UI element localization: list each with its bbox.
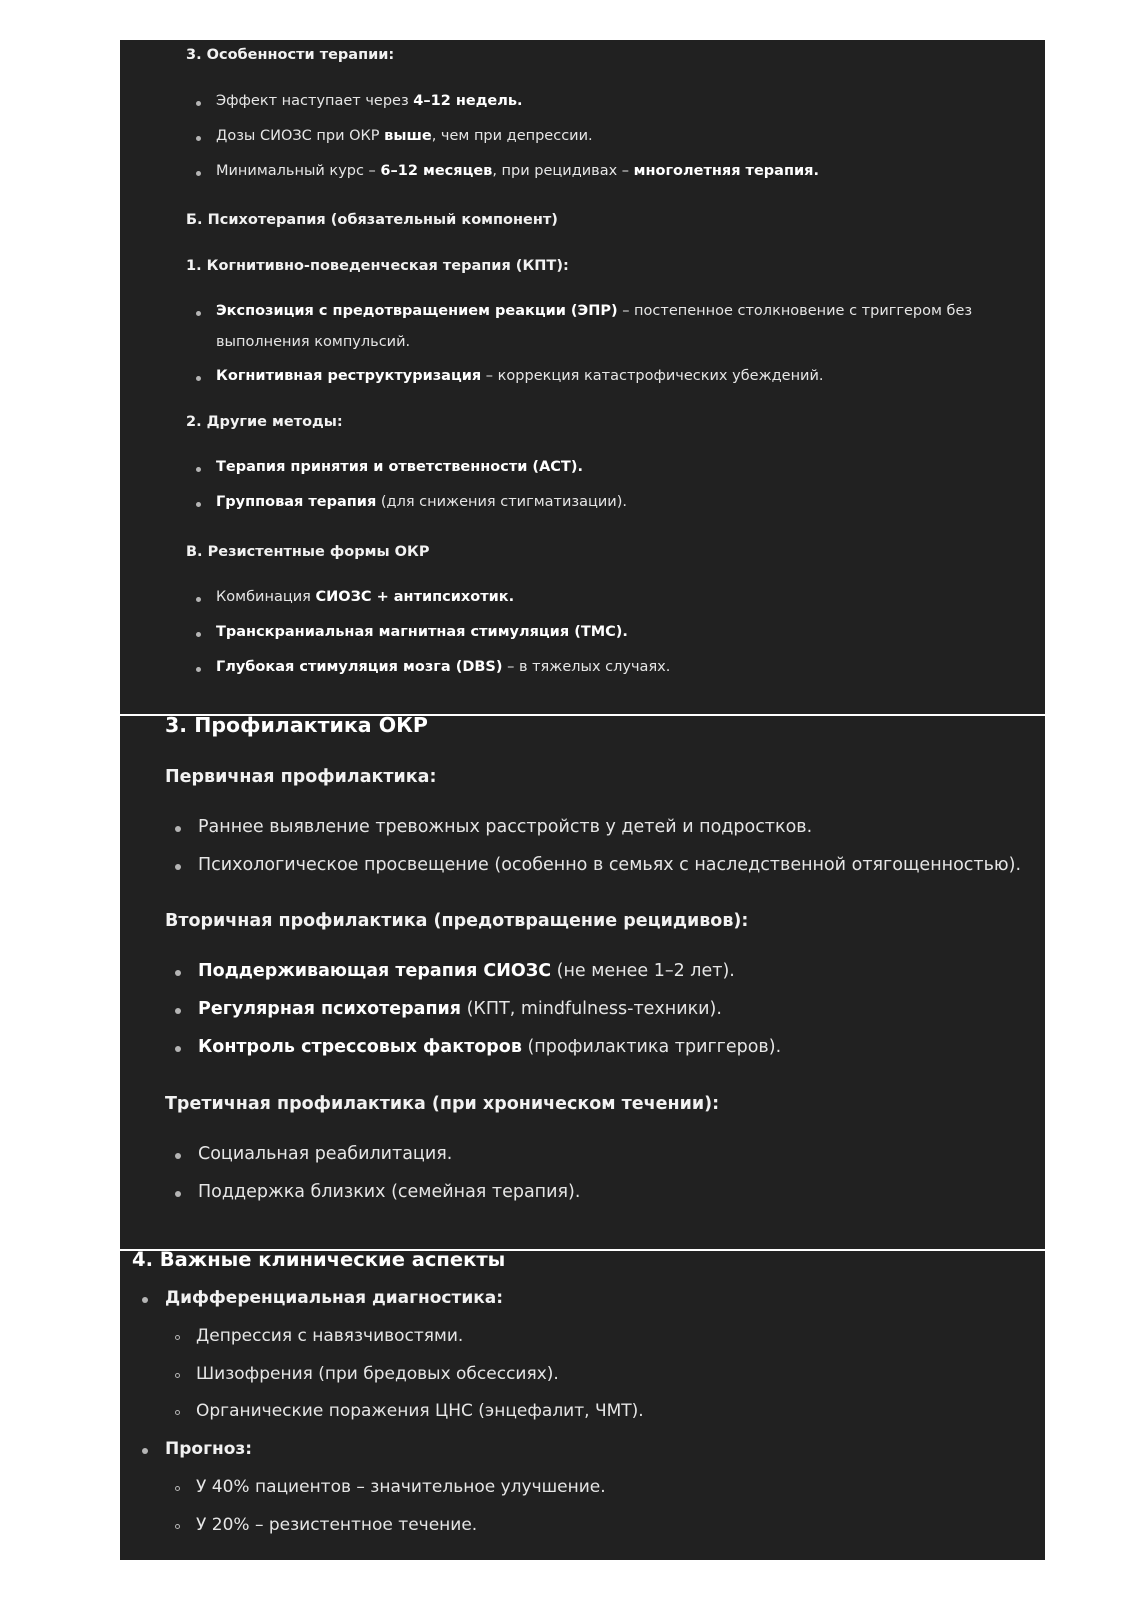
sub-bullet xyxy=(175,1524,180,1529)
list-item: Шизофрения (при бредовых обсессиях). xyxy=(196,1364,559,1384)
list-item: Поддержка близких (семейная терапия). xyxy=(198,1182,581,1202)
section-title: 3. Профилактика ОКР xyxy=(165,716,428,737)
bullet xyxy=(175,1046,181,1052)
bullet xyxy=(196,597,201,602)
list-item: Депрессия с навязчивостями. xyxy=(196,1326,464,1346)
tertiary-prevention-heading: Третичная профилактика (при хроническом течении): xyxy=(165,1094,720,1114)
psychotherapy-heading: Б. Психотерапия (обязательный компонент) xyxy=(186,212,558,228)
bullet xyxy=(175,1153,181,1159)
list-item: Комбинация СИОЗС + антипсихотик. xyxy=(216,589,515,605)
cbt-heading: 1. Когнитивно-поведенческая терапия (КПТ): xyxy=(186,258,569,274)
list-item: Поддерживающая терапия СИОЗС (не менее 1–2 лет). xyxy=(198,961,735,981)
section-title: 4. Важные клинические аспекты xyxy=(132,1251,506,1271)
list-item: Социальная реабилитация. xyxy=(198,1144,453,1164)
bullet xyxy=(175,826,181,832)
therapy-panel xyxy=(120,40,1045,714)
bullet xyxy=(196,632,201,637)
secondary-prevention-heading: Вторичная профилактика (предотвращение рецидивов): xyxy=(165,911,749,931)
sub-bullet xyxy=(175,1335,180,1340)
prognosis-heading: Прогноз: xyxy=(165,1439,253,1459)
bullet xyxy=(142,1448,148,1454)
list-item: Групповая терапия (для снижения стигматизации). xyxy=(216,494,628,510)
list-item: Регулярная психотерапия (КПТ, mindfulness-техники). xyxy=(198,999,722,1019)
bullet xyxy=(196,101,201,106)
list-item: Органические поражения ЦНС (энцефалит, ЧМТ). xyxy=(196,1401,644,1421)
bullet xyxy=(196,311,201,316)
bullet xyxy=(175,864,181,870)
bullet xyxy=(142,1297,148,1303)
bullet xyxy=(196,376,201,381)
bullet xyxy=(175,1191,181,1197)
list-item: Когнитивная реструктуризация – коррекция катастрофических убеждений. xyxy=(216,368,824,384)
bullet xyxy=(196,667,201,672)
bullet xyxy=(196,136,201,141)
sub-bullet xyxy=(175,1486,180,1491)
list-item: У 40% пациентов – значительное улучшение. xyxy=(196,1477,606,1497)
bullet xyxy=(196,502,201,507)
resistant-forms-heading: В. Резистентные формы ОКР xyxy=(186,544,430,560)
list-item-continuation: выполнения компульсий. xyxy=(216,334,411,350)
list-item: У 20% – резистентное течение. xyxy=(196,1515,478,1535)
bullet xyxy=(196,467,201,472)
list-item: Раннее выявление тревожных расстройств у детей и подростков. xyxy=(198,817,813,837)
primary-prevention-heading: Первичная профилактика: xyxy=(165,767,437,787)
clinical-aspects-panel xyxy=(120,1251,1045,1560)
prevention-panel xyxy=(120,716,1045,1249)
sub-bullet xyxy=(175,1410,180,1415)
list-item: Транскраниальная магнитная стимуляция (ТМС). xyxy=(216,624,628,640)
list-item: Контроль стрессовых факторов (профилактика триггеров). xyxy=(198,1037,782,1057)
list-item: Психологическое просвещение (особенно в семьях с наследственной отягощенностью). xyxy=(198,855,1022,875)
bullet xyxy=(175,970,181,976)
therapy-features-heading: 3. Особенности терапии: xyxy=(186,47,395,63)
list-item: Глубокая стимуляция мозга (DBS) – в тяжелых случаях. xyxy=(216,659,671,675)
list-item: Эффект наступает через 4–12 недель. xyxy=(216,93,523,109)
other-methods-heading: 2. Другие методы: xyxy=(186,414,343,430)
sub-bullet xyxy=(175,1373,180,1378)
bullet xyxy=(196,171,201,176)
list-item: Экспозиция с предотвращением реакции (ЭПР) – постепенное столкновение с триггером без xyxy=(216,303,973,319)
list-item: Дозы СИОЗС при ОКР выше, чем при депрессии. xyxy=(216,128,593,144)
bullet xyxy=(175,1008,181,1014)
list-item: Минимальный курс – 6–12 месяцев, при рецидивах – многолетняя терапия. xyxy=(216,163,819,179)
list-item: Терапия принятия и ответственности (ACT). xyxy=(216,459,583,475)
differential-diagnosis-heading: Дифференциальная диагностика: xyxy=(165,1288,504,1308)
